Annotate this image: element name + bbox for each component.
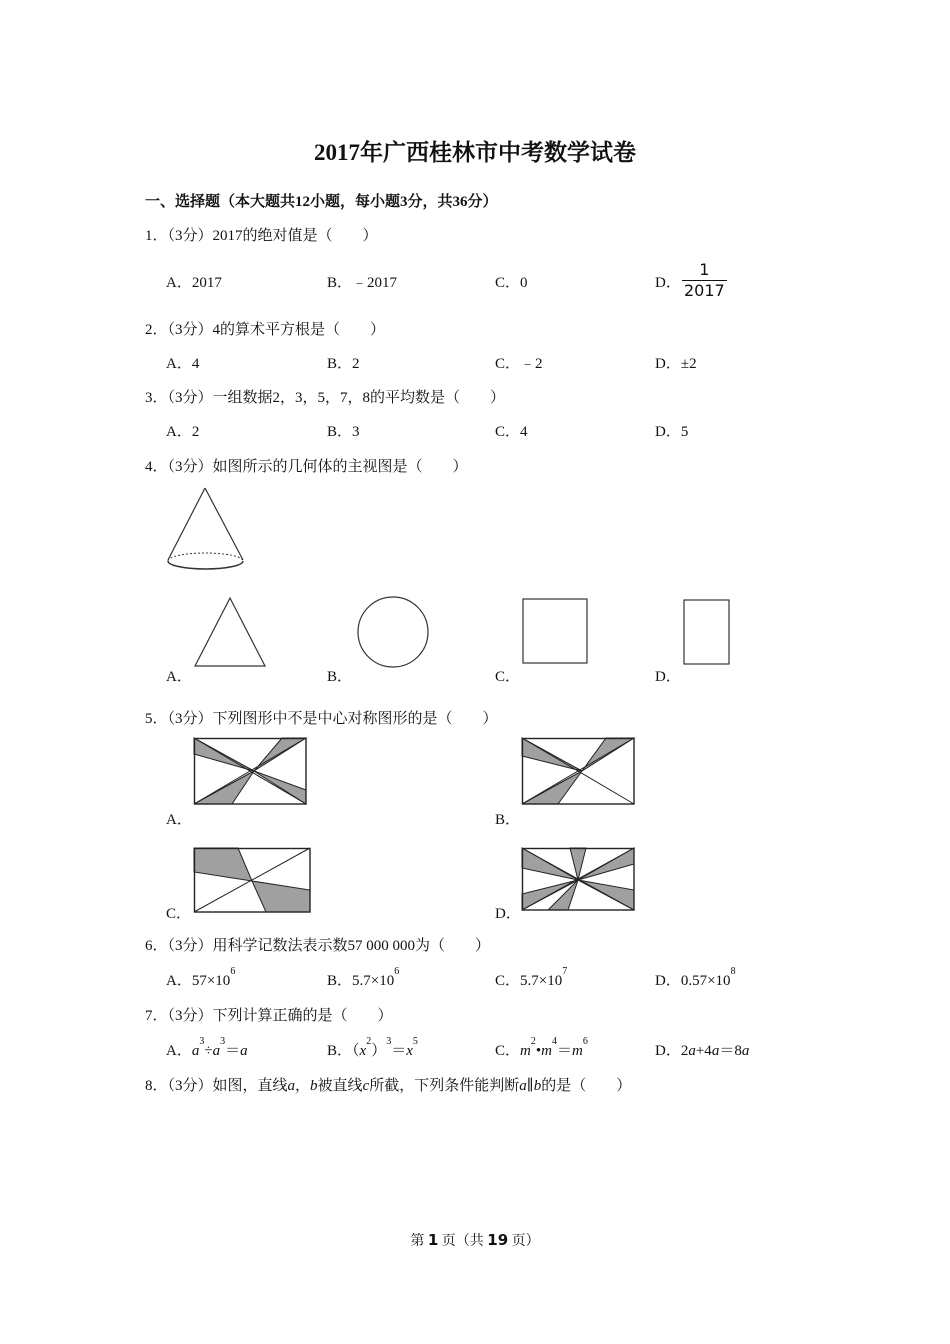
option-d: D． <box>655 669 681 685</box>
option-d: D． <box>655 275 681 291</box>
question-number: 8． <box>145 1078 168 1094</box>
option-b: B． <box>495 812 521 828</box>
question-7 <box>145 1004 393 1025</box>
question-stem: （3分）如图所示的几何体的主视图是（ ） <box>167 459 468 475</box>
option-c: C． <box>495 669 521 685</box>
circle-figure <box>356 595 430 669</box>
figure-c <box>194 848 312 914</box>
fraction-numerator: 1 <box>699 260 710 279</box>
option-c: C． <box>166 906 192 922</box>
question-stem: （3分）用科学记数法表示数57 000 000为（ ） <box>167 938 491 954</box>
question-5 <box>145 707 498 728</box>
figure-b <box>522 738 638 806</box>
question-stem: （3分）2017的绝对值是（ ） <box>167 228 378 244</box>
page-title: 2017年广西桂林市中考数学试卷 <box>314 140 636 165</box>
rectangle-figure <box>683 599 730 665</box>
question-stem: （3分）4的算术平方根是（ ） <box>167 322 386 338</box>
question-number: 1． <box>145 228 168 244</box>
question-stem: （3分）一组数据2，3，5，7，8的平均数是（ ） <box>167 390 506 406</box>
question-stem: （3分）下列图形中不是中心对称图形的是（ ） <box>167 711 498 727</box>
option-d: D．±2 <box>655 356 697 372</box>
question-number: 7． <box>145 1008 168 1024</box>
question-3 <box>145 386 505 407</box>
question-4 <box>145 455 468 476</box>
page-footer: 第 1 页（共 19 页） <box>410 1231 540 1249</box>
option-a: A．2017 <box>166 275 222 291</box>
option-c: C．$5.7\times 10^7$ <box>495 966 568 989</box>
option-c: C．﹣2 <box>495 356 543 372</box>
question-number: 2． <box>145 322 168 338</box>
question-number: 3． <box>145 390 168 406</box>
cone-figure <box>165 486 247 574</box>
question-8: 8．（3分）如图，直线a，b被直线c所截，下列条件能判断a∥b的是（ ） <box>145 1078 632 1094</box>
option-b: B．$5.7\times 10^6$ <box>327 966 400 989</box>
option-c: C．0 <box>495 275 528 291</box>
option-b: B．2 <box>327 356 360 372</box>
option-b: B．3 <box>327 424 360 440</box>
option-b: B．$(x^2)^3=x^5$ <box>327 1036 418 1059</box>
page-number: 1 <box>427 1231 439 1249</box>
option-b: B． <box>327 669 353 685</box>
total-pages: 19 <box>487 1231 509 1249</box>
question-6 <box>145 934 490 955</box>
option-d: D．5 <box>655 424 689 440</box>
option-c: C．4 <box>495 424 528 440</box>
question-stem: （3分）下列计算正确的是（ ） <box>167 1008 393 1024</box>
fraction <box>682 260 727 301</box>
option-a: A． <box>166 669 192 685</box>
option-b: B．﹣2017 <box>327 275 398 291</box>
option-a: A．4 <box>166 356 200 372</box>
square-figure <box>522 598 588 664</box>
option-a: A．$57\times 10^6$ <box>166 966 236 989</box>
option-a: A． <box>166 812 192 828</box>
option-d: D．$0.57\times 10^8$ <box>655 966 736 989</box>
section-heading: 一、选择题（本大题共12小题，每小题3分，共36分） <box>145 194 498 210</box>
figure-a <box>194 738 308 806</box>
question-number: 6． <box>145 938 168 954</box>
option-a: A．$a^3\div a^3=a$ <box>166 1036 248 1059</box>
option-a: A．2 <box>166 424 200 440</box>
option-d: D．2a+4a＝8a <box>655 1043 750 1059</box>
question-1 <box>145 224 378 245</box>
question-2 <box>145 318 385 339</box>
question-number: 5． <box>145 711 168 727</box>
option-c: C．$m^2•m^4=m^6$ <box>495 1036 588 1059</box>
triangle-figure <box>193 596 267 668</box>
fraction-denominator: 2017 <box>684 281 725 300</box>
question-number: 4． <box>145 459 168 475</box>
figure-d <box>522 848 638 914</box>
option-d: D． <box>495 906 521 922</box>
